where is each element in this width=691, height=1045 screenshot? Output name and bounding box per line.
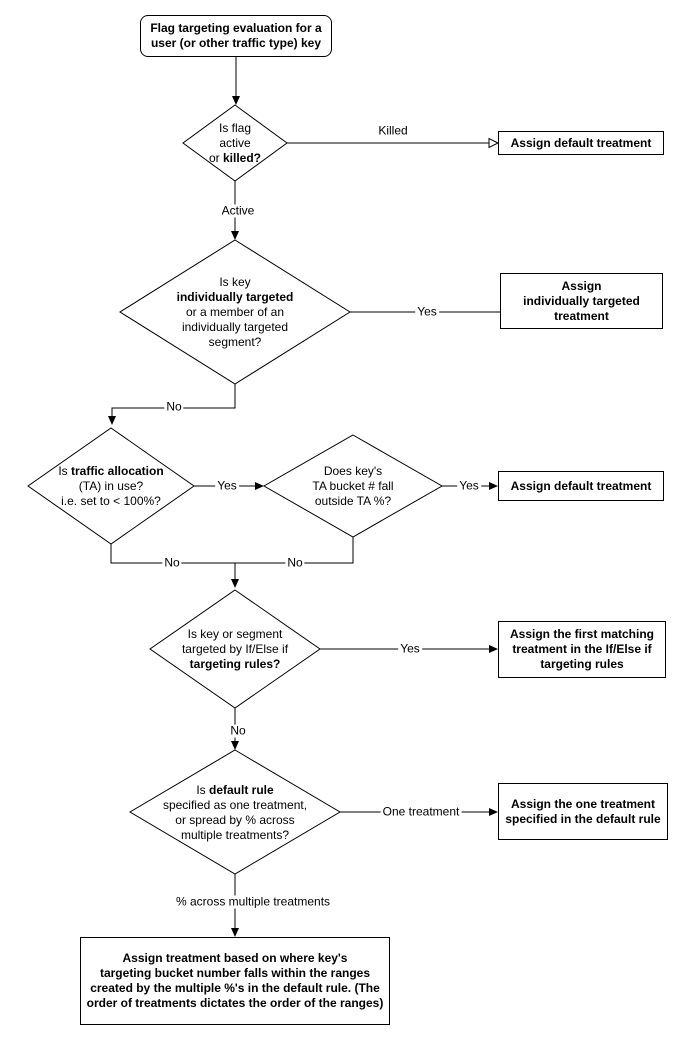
open-arrow-right-icon [489, 139, 498, 148]
edge-label-yes-indiv: Yes [417, 304, 437, 319]
decision-ta-bucket-label: Does key's TA bucket # fall outside TA %? [312, 464, 394, 508]
edge-label-killed: Killed [378, 123, 408, 138]
decision-indiv-target-label: Is key individually targeted or a member of an individually targeted segment? [176, 275, 294, 349]
outcome-first-matching-treatment: Assign the first matching treatment in the If/Else if targeting rules [498, 621, 666, 678]
arrow-right-icon [489, 482, 498, 490]
outcome-default-treatment-ta: Assign default treatment [498, 471, 664, 501]
edge-label-yes-rules: Yes [400, 641, 420, 656]
arrow-down-icon [108, 416, 116, 425]
arrow-right-icon [489, 808, 498, 816]
arrow-down-icon [231, 928, 239, 937]
decision-targeting-rules-label: Is key or segment targeted by If/Else if targeting rules? [181, 627, 289, 671]
edge-label-no-rules: No [230, 723, 246, 738]
start-node [140, 15, 332, 57]
edge-label-active: Active [221, 203, 255, 218]
arrow-down-icon [231, 231, 239, 240]
decision-traffic-alloc-label: Is traffic allocation (TA) in use? i.e. set to < 100%? [58, 464, 164, 508]
edge-label-no-ta: No [164, 555, 180, 570]
outcome-one-treatment: Assign the one treatment specified in the default rule [498, 783, 668, 840]
arrow-down-icon [232, 96, 240, 105]
arrow-down-icon [231, 741, 239, 750]
outcome-individually-targeted-treatment: Assign individually targeted treatment [500, 273, 663, 329]
edge-label-yes-ta: Yes [217, 478, 237, 493]
edge-label-one-treatment: One treatment [382, 804, 460, 819]
decision-default-rule-label: Is default rule specified as one treatment, or spread by % across multiple treatments? [162, 783, 308, 842]
edge-label-pct-multiple: % across multiple treatments [175, 894, 331, 909]
outcome-percentage-ranges: Assign treatment based on where key's targeting bucket number falls within the ranges created by the multiple %'s in the default rule. (The order of treatments dictates the order of the ranges) [80, 937, 390, 1025]
edge-label-no-indiv: No [166, 399, 182, 414]
start-node-label: Flag targeting evaluation for a user (or other traffic type) key [150, 21, 322, 50]
outcome-default-treatment-killed: Assign default treatment [498, 131, 664, 155]
arrow-right-icon [489, 645, 498, 653]
arrow-right-icon [255, 482, 264, 490]
decision-flag-active-label: Is flag active or killed? [208, 121, 262, 165]
edge-label-yes-bucket: Yes [459, 478, 479, 493]
edge-label-no-bucket: No [287, 555, 303, 570]
arrow-down-icon [231, 579, 239, 588]
